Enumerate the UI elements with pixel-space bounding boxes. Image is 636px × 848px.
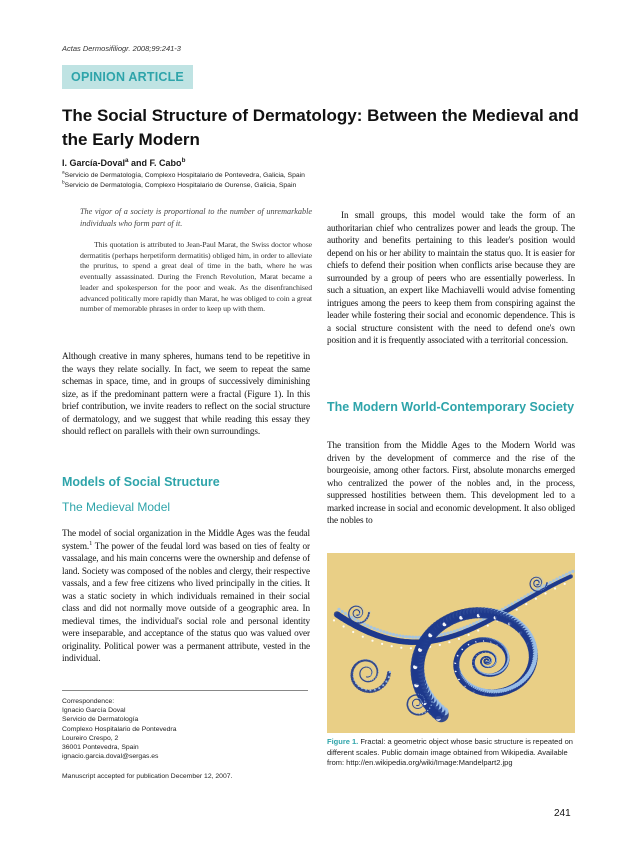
fractal-dot bbox=[368, 676, 369, 677]
fractal-dot bbox=[418, 698, 419, 699]
fractal-dot bbox=[410, 647, 412, 649]
fractal-dot bbox=[411, 636, 414, 639]
affiliation-a bbox=[62, 172, 305, 179]
fractal-dot bbox=[421, 706, 422, 707]
fractal-dot bbox=[372, 673, 373, 674]
fractal-dot bbox=[419, 698, 420, 699]
fractal-dot bbox=[542, 581, 543, 582]
fractal-dot bbox=[535, 589, 536, 590]
fractal-dot bbox=[537, 586, 538, 587]
fractal-dot bbox=[341, 610, 344, 613]
fractal-dot bbox=[365, 689, 367, 691]
fractal-dot bbox=[416, 707, 417, 708]
fractal-dot bbox=[385, 681, 387, 683]
fractal-dot bbox=[417, 698, 418, 699]
fractal-dot bbox=[362, 636, 364, 638]
fractal-dot bbox=[422, 695, 423, 696]
fractal-dot bbox=[363, 623, 366, 626]
fractal-dot bbox=[539, 590, 540, 591]
fractal-dot bbox=[355, 615, 356, 616]
fractal-dot bbox=[516, 609, 518, 611]
fractal-dot bbox=[422, 713, 423, 714]
fractal-dot bbox=[353, 618, 356, 621]
fractal-dot bbox=[369, 666, 370, 667]
fractal-dot bbox=[361, 688, 363, 690]
figure-caption-text: Fractal: a geometric object whose basic structure is repeated on different scales. Public domain image obtained from Wikipedia. Available from: http://en.wikipedia.org/wiki/Image:Mandelpart2.jpg bbox=[327, 737, 573, 767]
fractal-dot bbox=[423, 697, 424, 698]
fractal-dot bbox=[534, 583, 535, 584]
fractal-dot bbox=[429, 707, 430, 708]
fractal-dot bbox=[369, 676, 370, 677]
fractal-dot bbox=[544, 588, 545, 589]
affiliation-b bbox=[62, 182, 296, 189]
author-2-affiliation-mark: b bbox=[181, 157, 186, 164]
fractal-dot bbox=[411, 710, 412, 711]
fractal-dot bbox=[400, 647, 402, 649]
fractal-dot bbox=[416, 705, 417, 706]
fractal-dot bbox=[373, 627, 376, 630]
fractal-dot bbox=[379, 629, 382, 632]
fractal-dot bbox=[371, 640, 373, 642]
fractal-dot bbox=[363, 609, 364, 610]
reference-mark: 1 bbox=[89, 539, 93, 547]
fractal-dot bbox=[361, 676, 362, 677]
fractal-dot bbox=[363, 611, 364, 612]
footnote-divider bbox=[62, 690, 308, 691]
fractal-dot bbox=[364, 620, 365, 621]
fractal-dot bbox=[370, 675, 371, 676]
article-title: The Social Structure of Dermatology: Between the Medieval and the Early Modern bbox=[62, 106, 579, 149]
fractal-dot bbox=[357, 608, 358, 609]
fractal-dot bbox=[356, 616, 357, 617]
fractal-dot bbox=[541, 590, 542, 591]
fractal-dot bbox=[439, 644, 441, 646]
fractal-dot bbox=[361, 606, 362, 607]
fractal-dot bbox=[537, 585, 538, 586]
fractal-dot bbox=[370, 667, 371, 668]
fractal-dot bbox=[535, 598, 537, 600]
correspondence-label: Correspondence: bbox=[62, 698, 115, 705]
fractal-dot bbox=[389, 671, 391, 673]
fractal-dot bbox=[541, 578, 542, 579]
fractal-dot bbox=[365, 679, 366, 680]
fractal-dot bbox=[361, 674, 362, 675]
fractal-dot bbox=[548, 582, 549, 583]
fractal-dot bbox=[418, 704, 419, 705]
fractal-dot bbox=[542, 584, 543, 585]
fractal-dot bbox=[366, 666, 367, 667]
fractal-dot bbox=[532, 587, 533, 588]
fractal-dot bbox=[443, 632, 446, 635]
correspondence-block bbox=[62, 697, 176, 761]
fractal-dot bbox=[351, 618, 352, 619]
fractal-dot bbox=[357, 605, 358, 606]
fractal-dot bbox=[554, 587, 556, 589]
fractal-dot bbox=[413, 702, 414, 703]
fractal-dot bbox=[420, 700, 421, 701]
fractal-dot bbox=[540, 585, 541, 586]
fractal-dot bbox=[414, 705, 415, 706]
figure-caption bbox=[327, 737, 577, 769]
fractal-dot bbox=[369, 689, 371, 691]
fractal-dot bbox=[562, 574, 565, 577]
fractal-dot bbox=[381, 643, 383, 645]
fractal-dot bbox=[538, 576, 539, 577]
fractal-dot bbox=[391, 645, 393, 647]
fractal-dot bbox=[547, 584, 548, 585]
affiliation-b-text: Servicio de Dermatología, Complexo Hospitalario de Ourense, Galicia, Spain bbox=[64, 182, 297, 189]
fractal-dot bbox=[366, 676, 367, 677]
fractal-dot bbox=[440, 633, 443, 636]
fractal-dot bbox=[363, 613, 364, 614]
fractal-dot bbox=[477, 629, 479, 631]
fractal-dot bbox=[416, 698, 417, 699]
fractal-dot bbox=[408, 635, 411, 638]
fractal-dot bbox=[546, 586, 547, 587]
fractal-dot bbox=[415, 706, 416, 707]
fractal-dot bbox=[376, 628, 379, 631]
fractal-dot bbox=[448, 641, 450, 643]
fractal-dot bbox=[349, 614, 350, 615]
author-1: I. García-Doval bbox=[62, 158, 126, 168]
fractal-dot bbox=[376, 676, 377, 677]
fractal-dot bbox=[358, 608, 359, 609]
fractal-dot bbox=[373, 671, 374, 672]
section-heading-models: Models of Social Structure bbox=[62, 475, 220, 489]
mandelbrot-spiral-image bbox=[327, 553, 575, 733]
fractal-dot bbox=[356, 609, 357, 610]
intro-paragraph: Although creative in many spheres, humans tend to be repetitive in the ways they relate socially. In fact, we seem to repeat the same schemas in space, time, and in groups of successively diminishing size, as if the predominant pattern were a fractal (Figure 1). In this brief contribution, we invite readers to reflect on the social structure of dermatology, and we suggest that while reading this essay they should reflect on parallels with their own surroundings. bbox=[62, 351, 310, 436]
fractal-dot bbox=[378, 671, 379, 672]
fractal-dot bbox=[352, 631, 354, 633]
fractal-dot bbox=[419, 707, 420, 708]
fractal-dot bbox=[352, 619, 353, 620]
journal-reference: Actas Dermosifiliogr. 2008;99:241-3 bbox=[62, 44, 181, 53]
fractal-dot bbox=[367, 680, 368, 681]
fractal-dot bbox=[371, 680, 372, 681]
fractal-dot bbox=[537, 590, 538, 591]
fractal-dot bbox=[395, 634, 398, 637]
fractal-dot bbox=[410, 709, 411, 710]
correspondence-email[interactable]: ignacio.garcia.doval@sergas.es bbox=[62, 753, 159, 761]
correspondence-line: 36001 Pontevedra, Spain bbox=[62, 744, 139, 752]
fractal-dot bbox=[363, 610, 364, 611]
fractal-dot bbox=[371, 674, 372, 675]
fractal-dot bbox=[565, 573, 568, 576]
fractal-dot bbox=[535, 583, 536, 584]
fractal-dot bbox=[378, 668, 379, 669]
fractal-dot bbox=[431, 701, 432, 702]
fractal-dot bbox=[369, 611, 370, 612]
fractal-dot bbox=[333, 619, 335, 621]
fractal-dot bbox=[414, 712, 415, 713]
fractal-dot bbox=[388, 676, 390, 678]
fractal-dot bbox=[538, 586, 539, 587]
fractal-dot bbox=[569, 574, 573, 578]
author-1-affiliation-mark: a bbox=[125, 157, 129, 164]
modern-paragraph: The transition from the Middle Ages to the Modern World was driven by the development of commerce and the rise of the bourgeoisie, among other factors. First, absolute monarchs emerged who centralized the power of the nobles and, in the process, suppressed hostilities between them. This development led to a marked increase in social and economic development. It also obliged the nobles to bbox=[327, 440, 575, 525]
fractal-dot bbox=[420, 699, 421, 700]
medieval-paragraph bbox=[62, 527, 310, 665]
fractal-dot bbox=[358, 616, 359, 617]
fractal-dot bbox=[555, 578, 558, 581]
medieval-text-b: The power of the feudal lord was based on ties of fealty or vassalage, and his main concerns were the ownership and defense of land. Society was composed of the nobles and clergy, their respective vassals, and a few free citizens who lived principally in the cities. It was a static society in which individuals remained in their social class and did not normally move outside of a geographic area. In medieval times, the individual's social role and personal identity were inseparable, and acceptance of the status quo was valued over originality. Political power was a permanent attribute, vested in the individual. bbox=[62, 540, 310, 663]
fractal-dot bbox=[459, 627, 462, 630]
fractal-dot bbox=[421, 701, 422, 702]
affiliation-a-mark: a bbox=[62, 170, 65, 176]
fractal-dot bbox=[360, 616, 361, 617]
fractal-dot bbox=[358, 605, 359, 606]
fractal-dot bbox=[538, 583, 539, 584]
fractal-dot bbox=[414, 636, 417, 639]
fractal-dot bbox=[337, 608, 340, 611]
fractal-dot bbox=[421, 701, 422, 702]
fractal-dot bbox=[409, 706, 410, 707]
fractal-dot bbox=[539, 576, 540, 577]
fractal-dot bbox=[371, 668, 372, 669]
fractal-dot bbox=[361, 616, 362, 617]
fractal-dot bbox=[358, 614, 359, 615]
correspondence-line: Ignacio García Doval bbox=[62, 707, 126, 715]
fractal-dot bbox=[369, 626, 372, 629]
fractal-dot bbox=[568, 571, 571, 574]
fractal-dot bbox=[369, 614, 370, 615]
fractal-dot bbox=[362, 677, 363, 678]
fractal-dot bbox=[363, 679, 364, 680]
fractal-dot bbox=[405, 635, 408, 638]
fractal-dot bbox=[369, 680, 370, 681]
fractal-dot bbox=[543, 589, 544, 590]
fractal-dot bbox=[377, 666, 378, 667]
fractal-dot bbox=[370, 675, 371, 676]
fractal-dot bbox=[392, 633, 395, 636]
fractal-dot bbox=[468, 634, 470, 636]
fractal-dot bbox=[536, 584, 537, 585]
epigraph-quote: The vigor of a society is proportional to the number of unremarkable individuals who form part of it. bbox=[80, 207, 312, 228]
affiliation-b-mark: b bbox=[62, 180, 65, 186]
fractal-dot bbox=[372, 670, 373, 671]
fractal-dot bbox=[343, 625, 345, 627]
fractal-dot bbox=[414, 704, 415, 705]
fractal-dot bbox=[418, 694, 419, 695]
fractal-dot bbox=[374, 689, 376, 691]
fractal-dot bbox=[446, 632, 449, 635]
fractal-dot bbox=[382, 630, 385, 633]
fractal-dot bbox=[413, 703, 414, 704]
fractal-dot bbox=[386, 631, 389, 634]
section-heading-modern: The Modern World-Contemporary Society bbox=[327, 400, 575, 414]
fractal-dot bbox=[450, 631, 453, 634]
fractal-dot bbox=[487, 625, 489, 627]
fractal-dot bbox=[420, 707, 421, 708]
fractal-dot bbox=[539, 585, 540, 586]
fractal-dot bbox=[355, 615, 356, 616]
fractal-dot bbox=[542, 579, 543, 580]
correspondence-line: Servicio de Dermatología bbox=[62, 716, 139, 724]
fractal-dot bbox=[372, 672, 373, 673]
fractal-dot bbox=[372, 669, 373, 670]
fractal-dot bbox=[371, 660, 372, 661]
fractal-dot bbox=[366, 624, 369, 627]
fractal-dot bbox=[350, 616, 351, 617]
fractal-dot bbox=[425, 712, 426, 713]
fractal-dot bbox=[416, 694, 417, 695]
fractal-dot bbox=[417, 707, 418, 708]
fractal-dot bbox=[367, 617, 368, 618]
author-2: and F. Cabo bbox=[128, 158, 182, 168]
fractal-dot bbox=[542, 580, 543, 581]
fractal-dot bbox=[525, 603, 527, 605]
fractal-dot bbox=[376, 664, 377, 665]
fractal-dot bbox=[416, 713, 417, 714]
fractal-dot bbox=[541, 584, 542, 585]
fractal-dot bbox=[359, 622, 360, 623]
fractal-dot bbox=[420, 694, 421, 695]
fractal-dot bbox=[424, 701, 425, 702]
fractal-dot bbox=[363, 614, 364, 615]
subsection-heading-medieval: The Medieval Model bbox=[62, 500, 171, 514]
figure-label: Figure 1. bbox=[327, 737, 359, 746]
fractal-dot bbox=[398, 634, 401, 637]
fractal-dot bbox=[360, 611, 361, 612]
fractal-dot bbox=[360, 605, 361, 606]
author-line bbox=[62, 158, 185, 168]
fractal-dot bbox=[564, 583, 566, 585]
fractal-dot bbox=[533, 588, 534, 589]
fractal-dot bbox=[542, 583, 543, 584]
fractal-figure bbox=[327, 553, 575, 733]
fractal-dot bbox=[354, 621, 355, 622]
fractal-dot bbox=[536, 579, 537, 580]
fractal-dot bbox=[422, 705, 423, 706]
fractal-dot bbox=[431, 705, 432, 706]
fractal-dot bbox=[368, 666, 369, 667]
fractal-dot bbox=[357, 616, 358, 617]
fractal-dot bbox=[423, 704, 424, 705]
page-number: 241 bbox=[554, 808, 571, 819]
fractal-dot bbox=[377, 673, 378, 674]
fractal-dot bbox=[358, 685, 360, 687]
fractal-dot bbox=[418, 704, 419, 705]
fractal-dot bbox=[541, 577, 542, 578]
fractal-dot bbox=[382, 684, 384, 686]
fractal-dot bbox=[362, 615, 363, 616]
fractal-dot bbox=[354, 613, 355, 614]
correspondence-line: Complexo Hospitalario de Pontevedra bbox=[62, 725, 177, 733]
fractal-dot bbox=[458, 638, 460, 640]
fractal-dot bbox=[531, 585, 532, 586]
fractal-dot bbox=[486, 661, 487, 662]
fractal-dot bbox=[427, 710, 428, 711]
fractal-dot bbox=[537, 576, 538, 577]
fractal-dot bbox=[344, 612, 347, 615]
fractal-dot bbox=[559, 576, 562, 579]
fractal-dot bbox=[544, 592, 546, 594]
correspondence-line: Loureiro Crespo, 2 bbox=[62, 734, 119, 742]
small-groups-paragraph: In small groups, this model would take the form of an authoritarian chief who centralizes power and leads the group. The authority and benefits pertaining to this leader's position would depend on his or her ability to maintain the status quo. It is easier for chiefs to defend their position when conflicts arise because they are surrounded by a group of peers who are essentially powerless. In such a situation, an expert like Machiavelli would advise fomenting intrigues among the peers to keep them from conspiring against the leader while fostering their social and economic dependence. This is a social structure consistent with the need to defend one's own position and it is frequently associated with a territorial concession. bbox=[327, 210, 575, 345]
fractal-dot bbox=[374, 662, 375, 663]
fractal-dot bbox=[356, 621, 357, 622]
fractal-dot bbox=[419, 713, 420, 714]
fractal-dot bbox=[453, 630, 456, 633]
fractal-dot bbox=[571, 570, 574, 573]
fractal-dot bbox=[361, 621, 362, 622]
fractal-dot bbox=[424, 703, 425, 704]
manuscript-accepted-note: Manuscript accepted for publication December 12, 2007. bbox=[62, 773, 233, 780]
medieval-text-a: The model of social organization in the Middle Ages was the feudal system. bbox=[62, 528, 310, 551]
fractal-dot bbox=[535, 584, 536, 585]
affiliation-a-text: Servicio de Dermatología, Complexo Hospitalario de Pontevedra, Galicia, Spain bbox=[64, 172, 305, 179]
fractal-dot bbox=[366, 619, 367, 620]
fractal-dot bbox=[424, 698, 425, 699]
fractal-dot bbox=[375, 678, 376, 679]
fractal-dot bbox=[402, 635, 405, 638]
fractal-dot bbox=[378, 687, 380, 689]
fractal-dot bbox=[424, 700, 425, 701]
fractal-dot bbox=[456, 629, 459, 632]
fractal-dot bbox=[362, 607, 363, 608]
fractal-dot bbox=[531, 583, 532, 584]
epigraph-note: This quotation is attributed to Jean-Paul Marat, the Swiss doctor whose dermatitis (perhaps herpetiform dermatitis) obliged him, in order to alleviate the pruritus, to spend a great deal of time in the bath, where he was eventually assassinated. During the French Revolution, Marat became a leader and spokesperson for the poor and weak. As the disenfranchised advanced politically more rapidly than Marat, he was obliged to coin a great number of memorable phrases in order to keep up with them. bbox=[80, 240, 312, 314]
fractal-dot bbox=[389, 632, 392, 635]
article-type-badge: OPINION ARTICLE bbox=[62, 65, 193, 89]
fractal-dot bbox=[354, 614, 355, 615]
fractal-dot bbox=[373, 679, 374, 680]
fractal-dot bbox=[356, 615, 357, 616]
